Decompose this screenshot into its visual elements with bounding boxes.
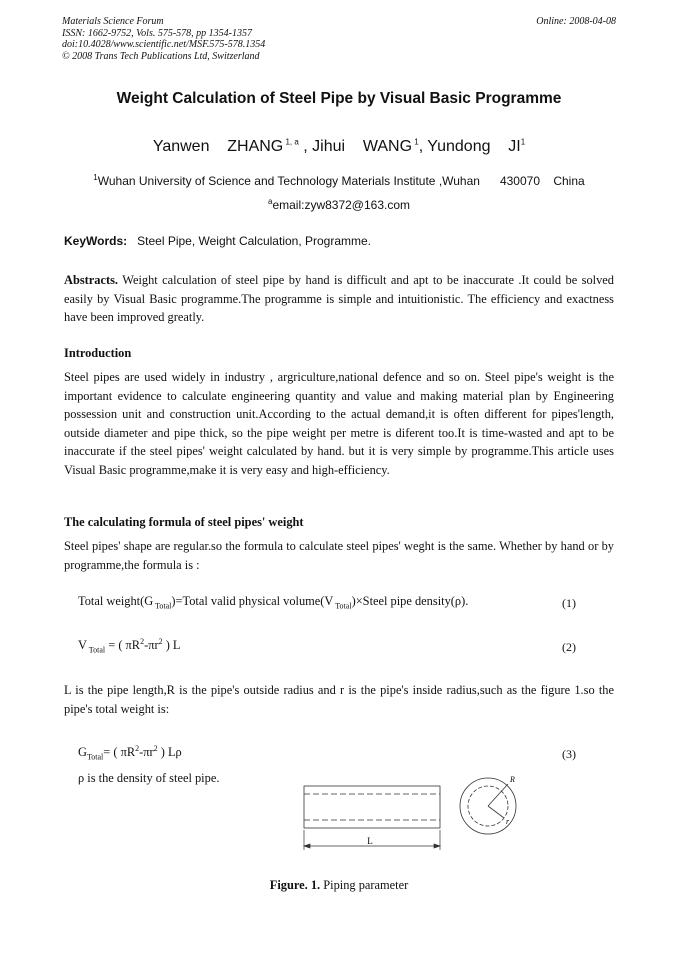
online-date: Online: 2008-04-08	[536, 16, 616, 27]
figure-caption	[0, 878, 678, 893]
eq2-sub1: Total	[86, 645, 106, 655]
affiliation-marker: 1	[93, 173, 98, 182]
author-list	[0, 138, 678, 156]
issn-line: ISSN: 1662-9752, Vols. 575-578, pp 1354-1357	[62, 27, 252, 39]
figure-caption-label: Figure. 1.	[269, 878, 321, 892]
eq1-part1: Total weight(G	[78, 594, 154, 608]
email-text: email:zyw8372@163.com	[272, 198, 411, 212]
eq3-part2: = ( πR	[103, 745, 136, 759]
piping-parameter-figure	[296, 772, 532, 856]
author-3-affil: 1	[520, 137, 526, 147]
length-label: L	[367, 836, 373, 846]
abstract-label: Abstracts.	[64, 273, 119, 287]
eq3-part4: ) Lρ	[157, 745, 182, 759]
eq3-sup2: 2	[153, 743, 158, 753]
journal-name: Materials Science Forum	[62, 16, 164, 27]
eq2-sup2: 2	[158, 636, 163, 646]
affiliation-text: Wuhan University of Science and Technology Materials Institute ,Wuhan 430070 China	[97, 174, 585, 188]
explanation-paragraph: L is the pipe length,R is the pipe's outside radius and r is the pipe's inside radius,such as the figure 1.so the pipe's total weight is:	[64, 683, 614, 716]
doi-line: doi:10.4028/www.scientific.net/MSF.575-578.1354	[62, 39, 266, 50]
eq3-part3: -πr	[139, 745, 154, 759]
eq2-part2: = ( πR	[105, 638, 141, 652]
eq2-part4: ) L	[162, 638, 181, 652]
keywords-label: KeyWords:	[64, 234, 128, 248]
eq2-sup1: 2	[140, 636, 145, 646]
keywords-text: Steel Pipe, Weight Calculation, Programme.	[127, 234, 372, 248]
eq1-part3: )×Steel pipe density(ρ).	[351, 594, 469, 608]
figure-caption-text: Piping parameter	[320, 878, 409, 892]
author-email	[0, 198, 678, 212]
eq2-part1: V	[78, 638, 87, 652]
formula-paragraph: Steel pipes' shape are regular.so the formula to calculate steel pipes' weght is the same. Whether by hand or by programme,the formula is :	[64, 539, 614, 572]
pipe-side-view	[304, 786, 440, 828]
copyright-line: © 2008 Trans Tech Publications Ltd, Switzerland	[62, 50, 260, 62]
keywords	[64, 234, 371, 248]
equation-3-number: (3)	[562, 747, 576, 761]
author-3: , Yundong JI	[418, 138, 521, 155]
eq2-part3: -πr	[144, 638, 159, 652]
author-2: , Jihui WANG	[298, 138, 413, 155]
rho-definition: ρ is the density of steel pipe.	[78, 771, 220, 785]
author-1: Yanwen ZHANG	[152, 138, 284, 155]
equation-2	[78, 638, 180, 653]
formula-heading: The calculating formula of steel pipes' weight	[64, 515, 304, 529]
equation-1	[78, 594, 468, 609]
eq3-sup1: 2	[135, 743, 140, 753]
email-marker: a	[267, 197, 273, 206]
paper-title: Weight Calculation of Steel Pipe by Visual Basic Programme	[116, 90, 562, 107]
journal-header	[62, 16, 265, 62]
equation-1-number: (1)	[562, 596, 576, 610]
eq3-part1: G	[78, 745, 87, 759]
affiliation	[0, 174, 678, 188]
outer-radius-label: R	[510, 775, 515, 784]
equation-2-number: (2)	[562, 640, 576, 654]
author-2-affil: 1	[412, 137, 419, 147]
eq1-sub2: Total	[333, 601, 352, 611]
inner-radius-label: r	[506, 817, 510, 826]
eq1-sub1: Total	[153, 601, 172, 611]
author-1-affil: 1, a	[283, 137, 299, 147]
abstract-text: Weight calculation of steel pipe by hand is difficult and apt to be inaccurate .It could be solved easily by Visual Basic programme.The programme is simple and intuitionistic. The efficiency and exactness have been improved greatly.	[64, 273, 614, 325]
intro-heading: Introduction	[64, 346, 132, 360]
eq1-part2: )=Total valid physical volume(V	[171, 594, 334, 608]
abstract	[64, 271, 614, 327]
intro-paragraph: Steel pipes are used widely in industry , argriculture,national defence and so on. Steel pipe's weight is the important evidence to calculate engineering quantity and value and making material plan by Engineering possession unit and construction unit.According to the actual demand,it is often different for pipes'length, outside diameter and pipe thick, so the pipe weight per metre is diferent too.It is time-wasted and apt to be inaccurate if the steel pipes' weight calculated by hand. but it is very simple by programme.This article uses Visual Basic programme,make it is very easy and high-efficiency.	[64, 370, 614, 477]
equation-3	[78, 745, 182, 760]
eq3-sub1: Total	[86, 752, 104, 762]
